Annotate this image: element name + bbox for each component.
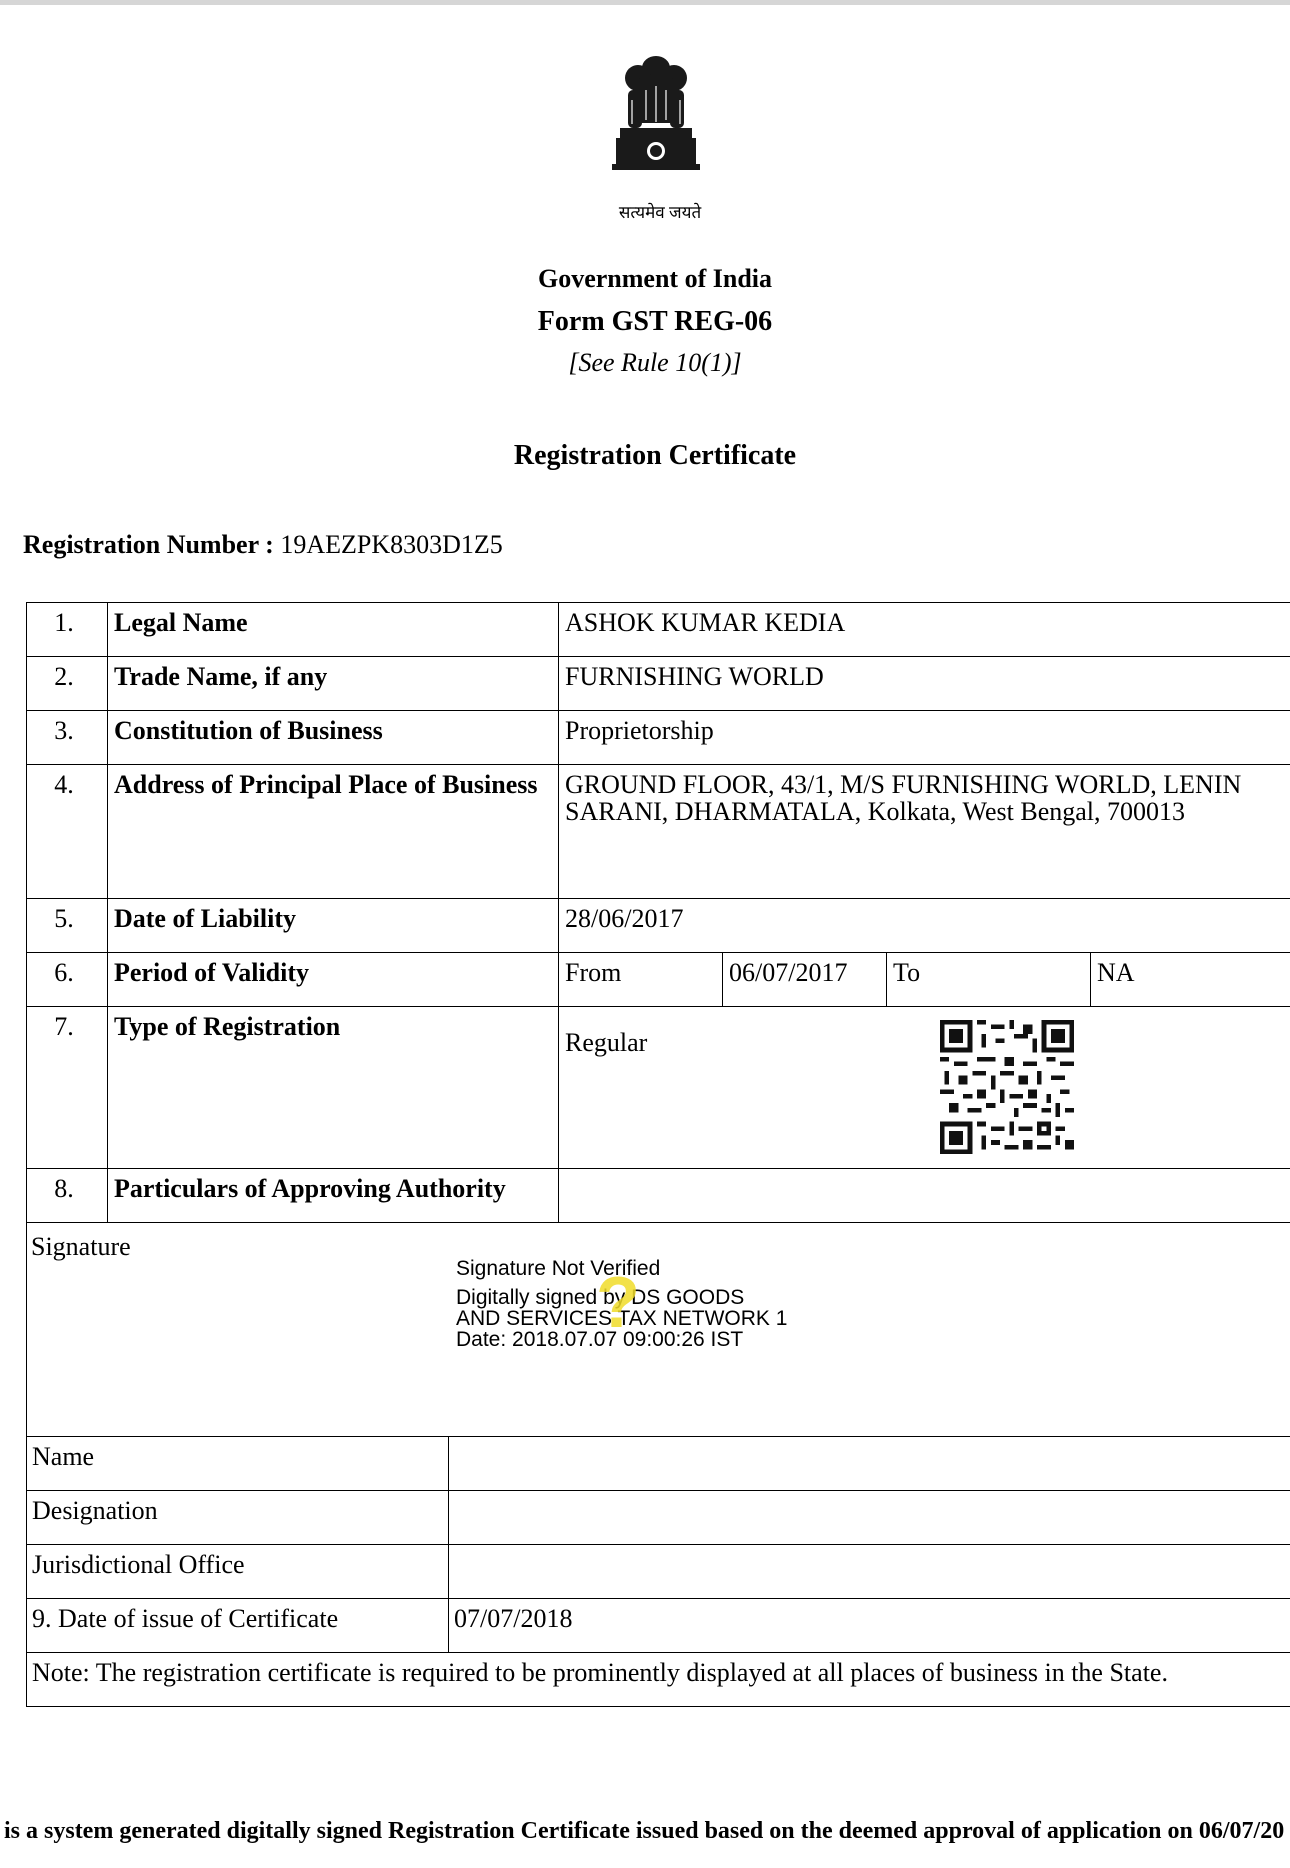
row-label: Trade Name, if any [108, 657, 559, 711]
national-emblem-icon [606, 50, 706, 190]
table-row [27, 711, 1290, 765]
table-row [27, 1437, 1290, 1491]
registration-type-value: Regular [559, 1007, 1290, 1169]
registration-details-table [26, 602, 1290, 1223]
table-row [27, 953, 1290, 1007]
signed-by-line-1: Digitally signed by DS GOODS [456, 1286, 745, 1309]
registration-number-value: 19AEZPK8303D1Z5 [280, 530, 503, 559]
table-row [27, 657, 1290, 711]
authority-designation-value [449, 1491, 1290, 1545]
row-number: 4. [27, 765, 108, 899]
legal-name-value: ASHOK KUMAR KEDIA [559, 603, 1290, 657]
row-label: Address of Principal Place of Business [108, 765, 559, 899]
row-number: 8. [27, 1169, 108, 1223]
signature-status: Signature Not Verified [456, 1257, 661, 1280]
address-value: GROUND FLOOR, 43/1, M/S FURNISHING WORLD, LENIN SARANI, DHARMATALA, Kolkata, West Bengal, 700013 [559, 765, 1290, 899]
table-row [27, 1007, 1290, 1169]
row-label: Constitution of Business [108, 711, 559, 765]
registration-number-line [23, 530, 503, 560]
footer-statement: is a system generated digitally signed Registration Certificate issued based on the deemed approval of application on 06/07/20 [4, 1818, 1285, 1844]
table-row [27, 1491, 1290, 1545]
row-label: Period of Validity [108, 953, 559, 1007]
question-mark-icon[interactable]: ? [596, 1263, 640, 1343]
table-row [27, 603, 1290, 657]
validity-from-label: From [559, 953, 723, 1007]
authority-table [26, 1436, 1290, 1707]
rule-reference: [See Rule 10(1)] [568, 348, 742, 377]
authority-name-label: Name [27, 1437, 449, 1491]
authority-name-value [449, 1437, 1290, 1491]
top-border [0, 0, 1290, 5]
jurisdictional-office-value [449, 1545, 1290, 1599]
row-label: Date of Liability [108, 899, 559, 953]
certificate-title: Registration Certificate [513, 440, 797, 471]
registration-number-label: Registration Number : [23, 530, 274, 559]
validity-from-value: 06/07/2017 [723, 953, 887, 1007]
table-row [27, 899, 1290, 953]
table-row [27, 1599, 1290, 1653]
signed-by-line-2: AND SERVICES TAX NETWORK 1 [456, 1307, 788, 1330]
signature-date: Date: 2018.07.07 09:00:26 IST [456, 1328, 744, 1351]
emblem-motto: सत्यमेव जयते [618, 203, 702, 222]
display-note: Note: The registration certificate is required to be prominently displayed at all places of business in the State. [27, 1653, 1290, 1707]
row-number: 2. [27, 657, 108, 711]
form-title: Form GST REG-06 [537, 306, 773, 337]
table-row [27, 765, 1290, 899]
issue-date-label: 9. Date of issue of Certificate [27, 1599, 449, 1653]
jurisdictional-office-label: Jurisdictional Office [27, 1545, 449, 1599]
approving-authority-value [559, 1169, 1290, 1223]
table-row [27, 1545, 1290, 1599]
signature-label: Signature [31, 1232, 131, 1261]
constitution-value: Proprietorship [559, 711, 1290, 765]
row-number: 1. [27, 603, 108, 657]
row-number: 7. [27, 1007, 108, 1169]
date-of-liability-value: 28/06/2017 [559, 899, 1290, 953]
government-heading: Government of India [538, 264, 772, 293]
validity-to-label: To [887, 953, 1091, 1007]
table-row [27, 1653, 1290, 1707]
row-label: Particulars of Approving Authority [108, 1169, 559, 1223]
row-label: Legal Name [108, 603, 559, 657]
table-row [27, 1169, 1290, 1223]
row-number: 6. [27, 953, 108, 1007]
issue-date-value: 07/07/2018 [449, 1599, 1290, 1653]
authority-designation-label: Designation [27, 1491, 449, 1545]
row-number: 5. [27, 899, 108, 953]
row-number: 3. [27, 711, 108, 765]
validity-to-value: NA [1091, 953, 1290, 1007]
row-label: Type of Registration [108, 1007, 559, 1169]
trade-name-value: FURNISHING WORLD [559, 657, 1290, 711]
qr-code-icon [940, 1020, 1074, 1154]
